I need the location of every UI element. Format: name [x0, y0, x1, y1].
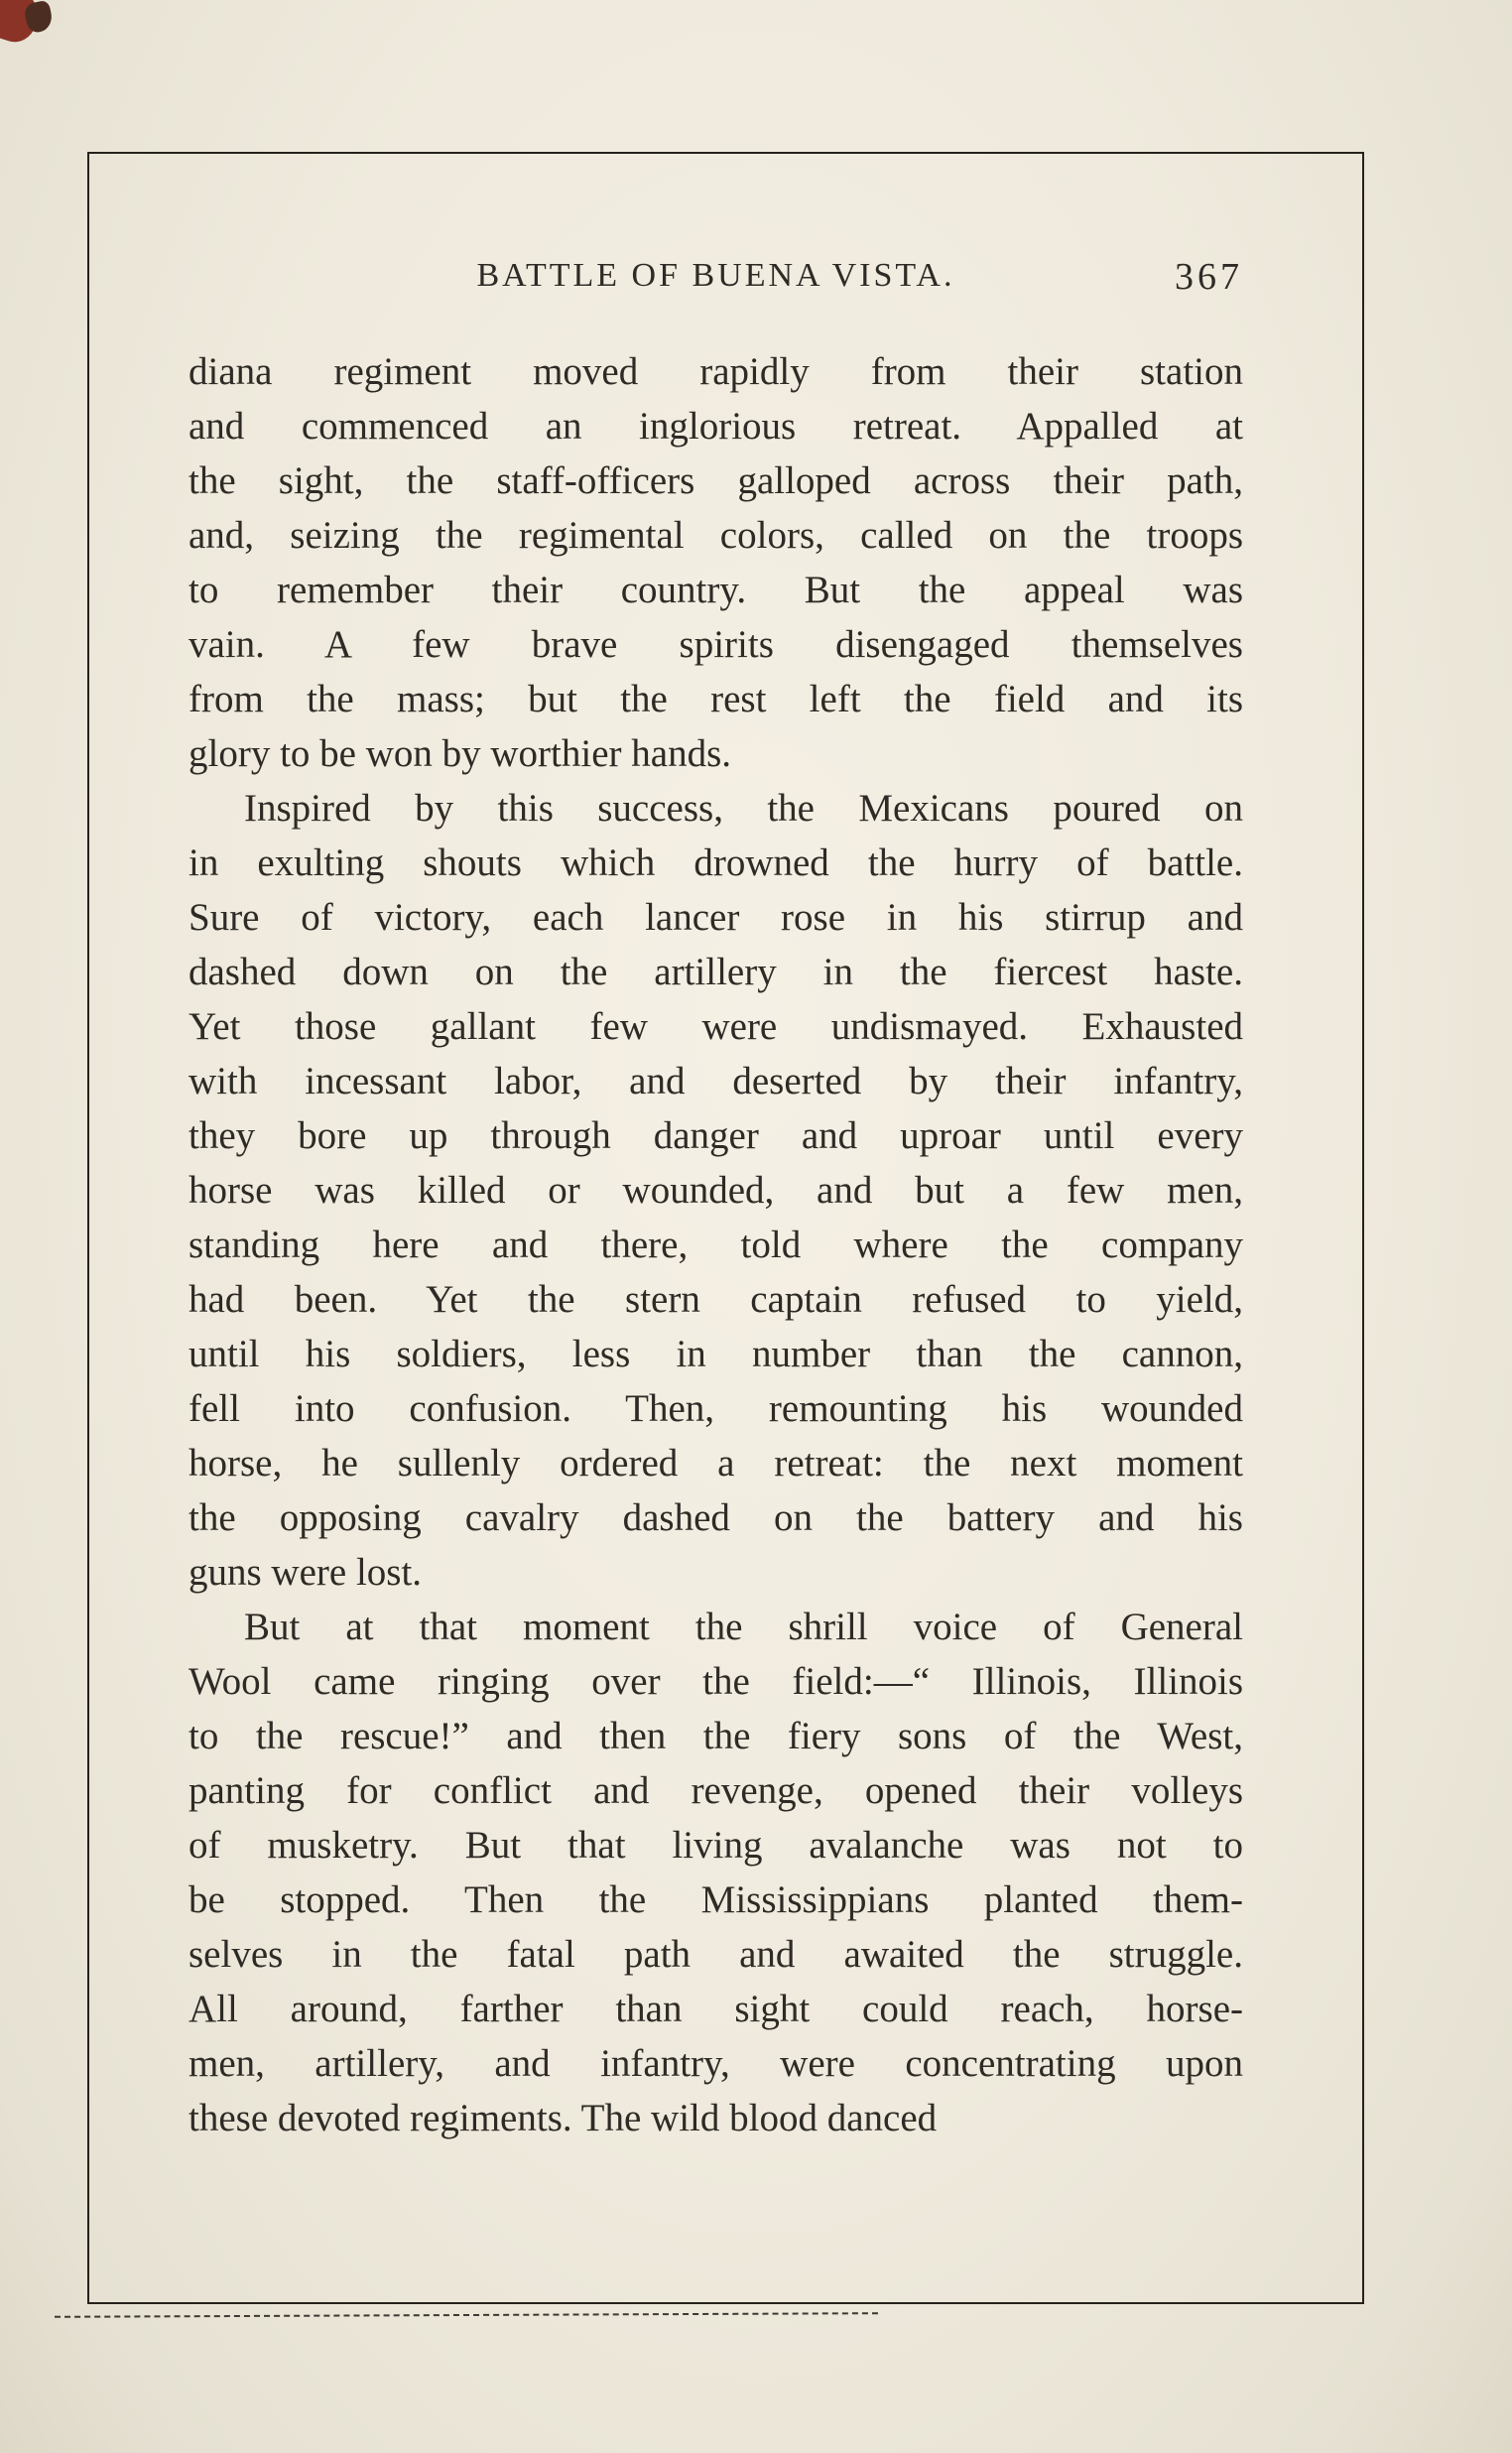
running-head-title: BATTLE OF BUENA VISTA.: [476, 257, 955, 294]
text-line: and commenced an inglorious retreat. Appalled at: [189, 405, 1243, 448]
text-line: and, seizing the regimental colors, called on the troops: [189, 514, 1243, 557]
text-line: Inspired by this success, the Mexicans poured on: [244, 787, 1243, 830]
text-line: Wool came ringing over the field:—“ Illinois, Illinois: [189, 1660, 1243, 1703]
page-header: [189, 257, 1243, 299]
text-line: to remember their country. But the appeal was: [189, 569, 1243, 611]
paragraph: [189, 344, 1243, 781]
text-line: until his soldiers, less in number than the cannon,: [189, 1333, 1243, 1375]
text-line: dashed down on the artillery in the fiercest haste.: [189, 951, 1243, 993]
text-line: from the mass; but the rest left the field and its: [189, 678, 1243, 720]
text-line: be stopped. Then the Mississippians planted them-: [189, 1878, 1243, 1921]
page-frame: [87, 152, 1364, 2304]
text-line: But at that moment the shrill voice of General: [244, 1606, 1243, 1648]
paragraph: [189, 1600, 1243, 2145]
text-line: the opposing cavalry dashed on the battery and his: [189, 1496, 1243, 1539]
text-line: vain. A few brave spirits disengaged themselves: [189, 623, 1243, 666]
text-line: the sight, the staff-officers galloped across their path,: [189, 459, 1243, 502]
text-line: diana regiment moved rapidly from their station: [189, 350, 1243, 393]
text-line: All around, farther than sight could reach, horse-: [189, 1988, 1243, 2030]
text-line: of musketry. But that living avalanche was not to: [189, 1824, 1243, 1867]
text-line: men, artillery, and infantry, were concentrating upon: [189, 2042, 1243, 2085]
text-line: in exulting shouts which drowned the hurry of battle.: [189, 841, 1243, 884]
page-content: [89, 154, 1362, 2302]
page-number: 367: [1175, 256, 1243, 298]
text-line: they bore up through danger and uproar until every: [189, 1114, 1243, 1157]
text-line: had been. Yet the stern captain refused to yield,: [189, 1278, 1243, 1321]
text-line: fell into confusion. Then, remounting his wounded: [189, 1387, 1243, 1430]
paragraph: [189, 781, 1243, 1600]
text-line: these devoted regiments. The wild blood danced: [189, 2097, 938, 2139]
text-line: standing here and there, told where the company: [189, 1224, 1243, 1266]
text-body: [189, 344, 1243, 2145]
text-line: selves in the fatal path and awaited the struggle.: [189, 1933, 1243, 1976]
text-line: Yet those gallant few were undismayed. Exhausted: [189, 1005, 1243, 1048]
text-line: with incessant labor, and deserted by their infantry,: [189, 1060, 1243, 1102]
text-line: horse, he sullenly ordered a retreat: the next moment: [189, 1442, 1243, 1485]
text-line: horse was killed or wounded, and but a few men,: [189, 1169, 1243, 1212]
text-line: to the rescue!” and then the fiery sons of the West,: [189, 1715, 1243, 1757]
page-edge-line: [55, 2312, 878, 2318]
text-line: panting for conflict and revenge, opened their volleys: [189, 1769, 1243, 1812]
text-line: guns were lost.: [189, 1551, 423, 1594]
text-line: glory to be won by worthier hands.: [189, 732, 731, 775]
text-line: Sure of victory, each lancer rose in his stirrup and: [189, 896, 1243, 939]
